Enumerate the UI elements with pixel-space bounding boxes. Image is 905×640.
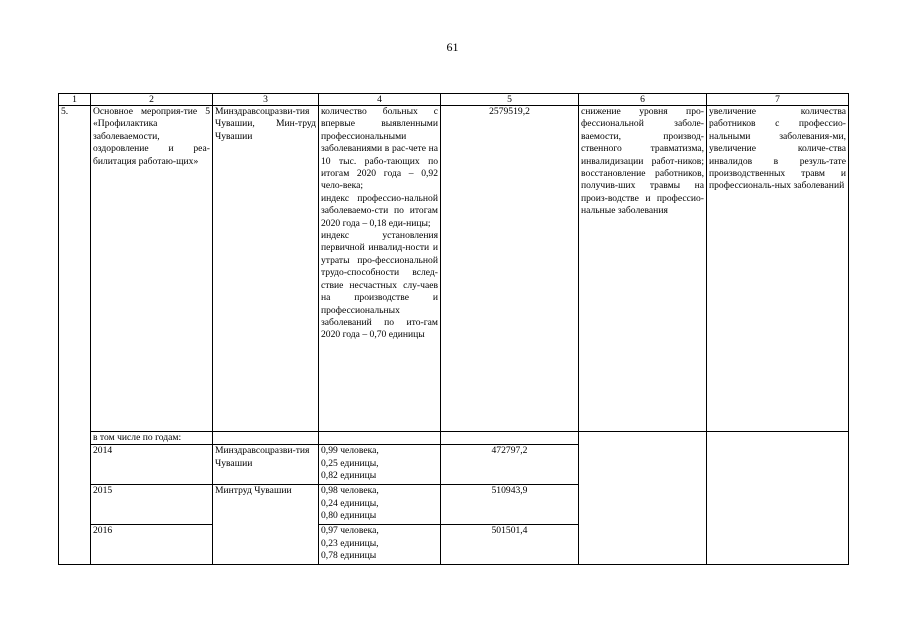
indicators: количество больных с впервые выявленными профессиональными заболеваниями в рас-чете на 10 тыс. рабо-тающих по итогам 2020 года – 0,92 чело-века; индекс профессио-нальной заболеваемо-сти по итогам 2020 года – 0,18 еди-ницы; индекс установления первичной инвалид-ности и утраты про-фессиональной трудо-способности вслед-ствие несчастных слу-чаев на производстве и профессиональных заболеваний по ито-гам 2020 года – 0,70 единицы	[319, 106, 441, 432]
column-header-4: 4	[319, 94, 441, 106]
column-header-2: 2	[91, 94, 213, 106]
year-executor: Минздравсоцразви-тия Чувашии	[213, 445, 319, 485]
column-header-5: 5	[441, 94, 579, 106]
row-number-continuation	[59, 432, 91, 445]
year-amount: 510943,9	[441, 485, 579, 525]
year-values: 0,97 человека, 0,23 единицы, 0,78 единицы	[319, 525, 441, 565]
empty-cell	[441, 432, 579, 445]
program-table	[58, 93, 849, 565]
empty-cell	[213, 432, 319, 445]
row-number-continuation	[59, 525, 91, 565]
column-header-7: 7	[707, 94, 849, 106]
year: 2015	[91, 485, 213, 525]
column-header-6: 6	[579, 94, 707, 106]
expected-result: снижение уровня про-фессиональной заболе-ваемости, производ-ственного травматизма, инвалидизации работ-ников; восстановление работников, получив-ших травмы на произ-водстве и профессио-нальные заболевания	[579, 106, 707, 432]
empty-cell	[579, 432, 707, 565]
failure-effect: увеличение количества работников с профессио-нальными заболевания-ми, увеличение количе-ства инвалидов в резуль-тате производственных травм и профессиональ-ных заболеваний	[707, 106, 849, 432]
row-number-continuation	[59, 445, 91, 485]
row-number: 5.	[59, 106, 91, 432]
year: 2016	[91, 525, 213, 565]
column-number-row	[59, 94, 849, 106]
table-row	[59, 432, 849, 445]
year-values: 0,98 человека, 0,24 единицы, 0,80 единицы	[319, 485, 441, 525]
year-executor	[213, 525, 319, 565]
by-years-label: в том числе по годам:	[91, 432, 213, 445]
year: 2014	[91, 445, 213, 485]
empty-cell	[319, 432, 441, 445]
row-number-continuation	[59, 485, 91, 525]
year-executor: Минтруд Чувашии	[213, 485, 319, 525]
column-header-1: 1	[59, 94, 91, 106]
column-header-3: 3	[213, 94, 319, 106]
year-amount: 501501,4	[441, 525, 579, 565]
empty-cell	[707, 432, 849, 565]
funding-amount: 2579519,2	[441, 106, 579, 432]
year-amount: 472797,2	[441, 445, 579, 485]
activity-name: Основное мероприя-тие 5 «Профилактика заболеваемости, оздоровление и реа-билитация работаю-щих»	[91, 106, 213, 432]
year-values: 0,99 человека, 0,25 единицы, 0,82 единицы	[319, 445, 441, 485]
page-number: 61	[446, 40, 459, 54]
table-row	[59, 106, 849, 432]
executor: Минздравсоцразви-тия Чувашии, Мин-труд Чувашии	[213, 106, 319, 432]
